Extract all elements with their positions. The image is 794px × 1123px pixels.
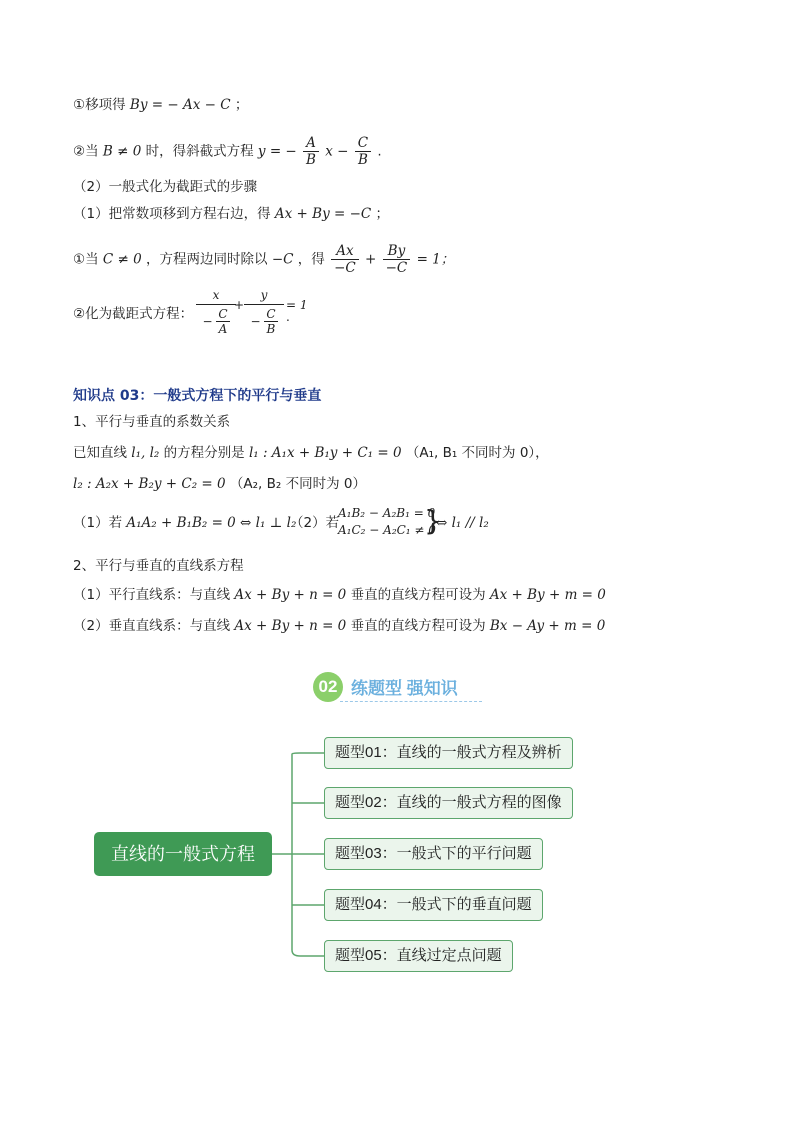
parallel-condition-label: （2）若 [290,515,340,531]
mindmap-node-type03[interactable]: 题型03：一般式下的平行问题 [324,838,543,870]
perpendicular-family: （2）垂直直线系：与直线 Ax + By + n = 0 垂直的直线方程可设为 Bx − Ay + m = 0 [73,618,606,634]
math-expr: By = − Ax − C [129,97,231,113]
mindmap-node-type02[interactable]: 题型02：直线的一般式方程的图像 [324,787,573,819]
fraction: $\frac{C}{B}$ [355,135,371,168]
section-line-families: 2、平行与垂直的直线系方程 [73,558,244,574]
mindmap-root: 直线的一般式方程 [94,832,272,876]
perpendicular-condition: （1）若 A₁A₂ + B₁B₂ = 0 ⇔ l₁ ⊥ l₂ [73,515,297,531]
subheading-intercept-steps: （2）一般式化为截距式的步骤 [73,179,258,195]
step-intercept-form: ②化为截距式方程： [73,306,194,322]
section-number-badge: 02 [313,672,343,702]
mindmap-node-type05[interactable]: 题型05：直线过定点问题 [324,940,513,972]
line-l2-equation: l₂ : A₂x + B₂y + C₂ = 0 （A₂, B₂ 不同时为 0） [73,476,366,492]
parallel-result: ⇔ l₁ // l₂ [436,515,489,531]
math-cond: B ≠ 0 [102,143,142,160]
mindmap-node-type01[interactable]: 题型01：直线的一般式方程及辨析 [324,737,573,769]
given-lines: 已知直线 l₁, l₂ 的方程分别是 l₁ : A₁x + B₁y + C₁ = 0 （A₁, B₁ 不同时为 0）， [73,445,549,461]
step-move-terms: ①移项得 By = − Ax − C ； [73,97,249,113]
knowledge-point-title: 知识点 03：一般式方程下的平行与垂直 [73,388,322,404]
section-coefficient-relation: 1、平行与垂直的系数关系 [73,414,231,430]
step-divide: ①当 C ≠ 0 ，方程两边同时除以 −C ，得 $\frac{Ax}{-C}$ + $\frac{By}{-C}$ = 1； [73,243,455,276]
mindmap-node-type04[interactable]: 题型04：一般式下的垂直问题 [324,889,543,921]
fraction: $\frac{By}{-C}$ [383,243,411,276]
step-slope-intercept: ②当 B ≠ 0 时，得斜截式方程 y = − $\frac{A}{B}$ x − $\frac{C}{B}$ . [73,135,382,168]
step-move-constant: （1）把常数项移到方程右边，得 Ax + By = −C ； [73,206,390,222]
fraction: $\frac{Ax}{-C}$ [331,243,359,276]
fraction: $\frac{A}{B}$ [303,135,319,168]
parallel-condition-system: A₁B₂ − A₂B₁ = 0 A₁C₂ − A₂C₁ ≠ 0 [338,506,436,537]
parallel-family: （1）平行直线系：与直线 Ax + By + n = 0 垂直的直线方程可设为 Ax + By + m = 0 [73,587,606,603]
brace: } [424,504,442,537]
section-title: 练题型 强知识 [351,679,458,698]
